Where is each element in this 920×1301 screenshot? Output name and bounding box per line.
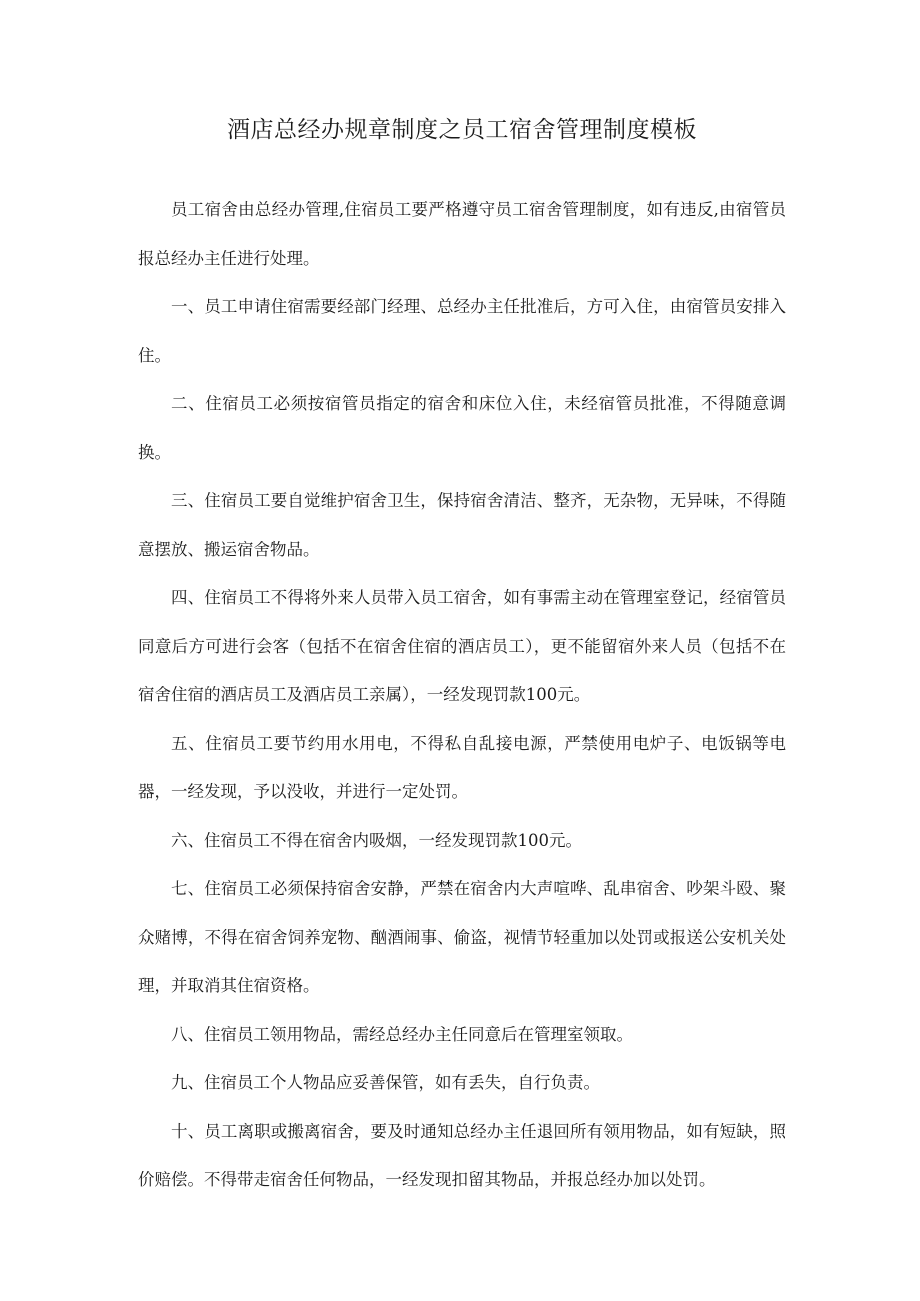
rule-3-paragraph: 三、住宿员工要自觉维护宿舍卫生，保持宿舍清洁、整齐，无杂物，无异味，不得随意摆放、搬运宿舍物品。 [138, 491, 786, 559]
document-title: 酒店总经办规章制度之员工宿舍管理制度模板 [227, 117, 697, 143]
rule-5-paragraph: 五、住宿员工要节约用水用电，不得私自乱接电源，严禁使用电炉子、电饭锅等电器，一经发现，予以没收，并进行一定处罚。 [138, 733, 786, 801]
rule-4-paragraph: 四、住宿员工不得将外来人员带入员工宿舍，如有事需主动在管理室登记，经宿管员同意后方可进行会客（包括不在宿舍住宿的酒店员工），更不能留宿外来人员（包括不在宿舍住宿的酒店员工及酒店员工亲属），一经发现罚款100元。 [138, 588, 786, 704]
document-page [138, 108, 786, 1205]
rule-2-paragraph: 二、住宿员工必须按宿管员指定的宿舍和床位入住，未经宿管员批准，不得随意调换。 [138, 394, 786, 462]
rule-6-paragraph: 六、住宿员工不得在宿舍内吸烟，一经发现罚款100元。 [171, 830, 582, 850]
rule-10-paragraph: 十、员工离职或搬离宿舍，要及时通知总经办主任退回所有领用物品，如有短缺，照价赔偿。不得带走宿舍任何物品，一经发现扣留其物品，并报总经办加以处罚。 [138, 1121, 786, 1189]
intro-paragraph: 员工宿舍由总经办管理,住宿员工要严格遵守员工宿舍管理制度，如有违反,由宿管员报总经办主任进行处理。 [138, 200, 786, 268]
rule-1-paragraph: 一、员工申请住宿需要经部门经理、总经办主任批准后，方可入住，由宿管员安排入住。 [138, 297, 786, 365]
rule-7-paragraph: 七、住宿员工必须保持宿舍安静，严禁在宿舍内大声喧哗、乱串宿舍、吵架斗殴、聚众赌博，不得在宿舍饲养宠物、酗酒闹事、偷盗，视情节轻重加以处罚或报送公安机关处理，并取消其住宿资格。 [138, 879, 786, 995]
rule-9-paragraph: 九、住宿员工个人物品应妥善保管，如有丢失，自行负责。 [171, 1073, 600, 1092]
rule-8-paragraph: 八、住宿员工领用物品，需经总经办主任同意后在管理室领取。 [171, 1024, 633, 1044]
